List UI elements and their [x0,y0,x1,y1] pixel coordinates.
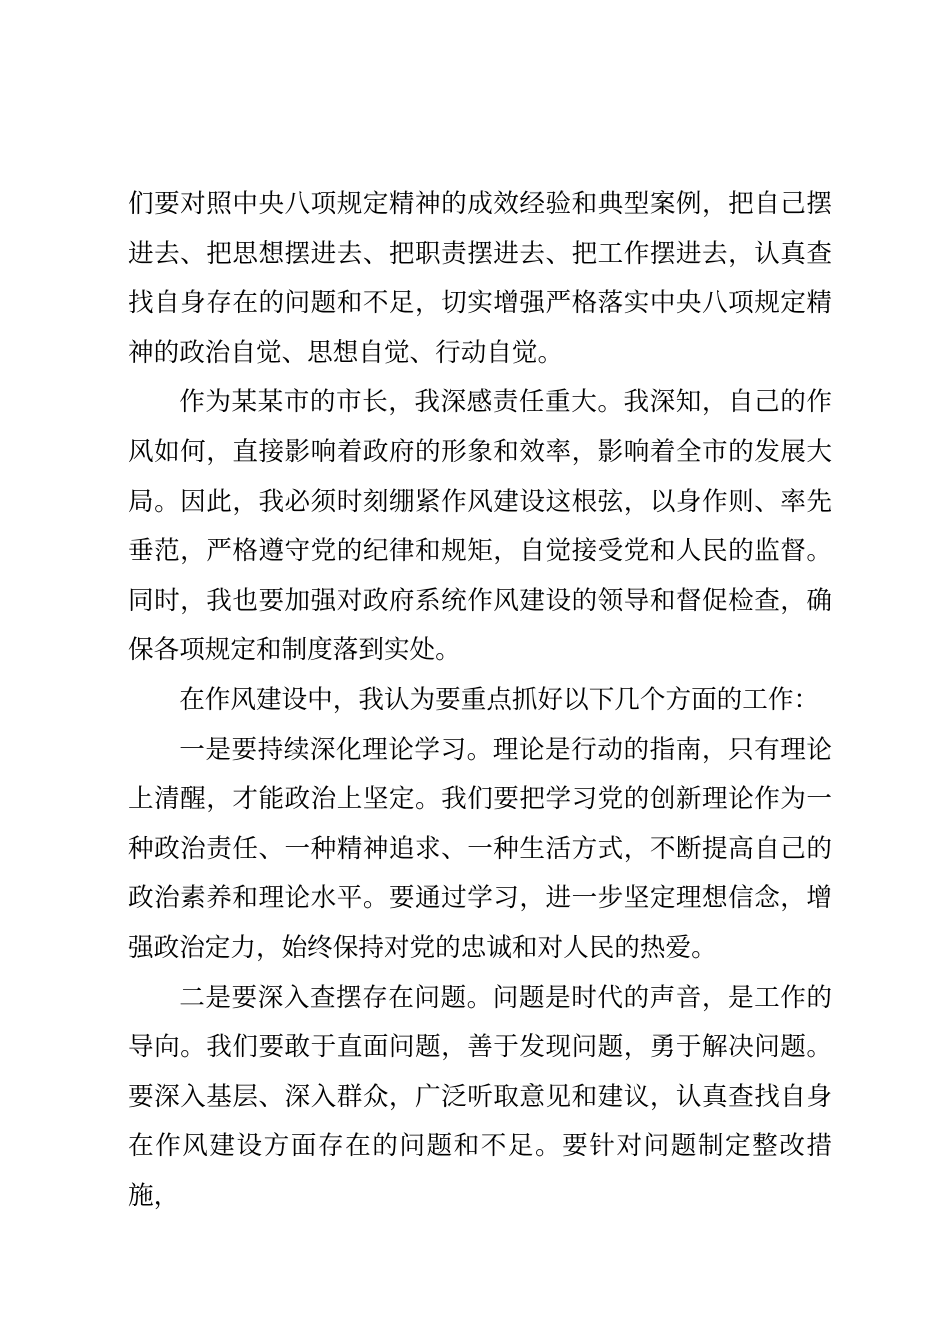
paragraph-theory-study: 一是要持续深化理论学习。理论是行动的指南，只有理论上清醒，才能政治上坚定。我们要把学习党的创新理论作为一种政治责任、一种精神追求、一种生活方式，不断提高自己的政治素养和理论水平。要通过学习，进一步坚定理想信念，增强政治定力，始终保持对党的忠诚和对人民的热爱。 [128,734,832,963]
paragraph-continuation: 们要对照中央八项规定精神的成效经验和典型案例，把自己摆进去、把思想摆进去、把职责摆进去、把工作摆进去，认真查找自身存在的问题和不足，切实增强严格落实中央八项规定精神的政治自觉、思想自觉、行动自觉。 [128,189,832,368]
paragraph-key-aspects-intro: 在作风建设中，我认为要重点抓好以下几个方面的工作： [179,684,820,715]
paragraph-mayor-responsibility: 作为某某市的市长，我深感责任重大。我深知，自己的作风如何，直接影响着政府的形象和效率，影响着全市的发展大局。因此，我必须时刻绷紧作风建设这根弦，以身作则、率先垂范，严格遵守党的纪律和规矩，自觉接受党和人民的监督。同时，我也要加强对政府系统作风建设的领导和督促检查，确保各项规定和制度落到实处。 [128,387,832,666]
paragraph-problem-finding: 二是要深入查摆存在问题。问题是时代的声音，是工作的导向。我们要敢于直面问题，善于发现问题，勇于解决问题。要深入基层、深入群众，广泛听取意见和建议，认真查找自身在作风建设方面存在的问题和不足。要针对问题制定整改措施， [128,982,832,1211]
document-body [128,180,832,1221]
